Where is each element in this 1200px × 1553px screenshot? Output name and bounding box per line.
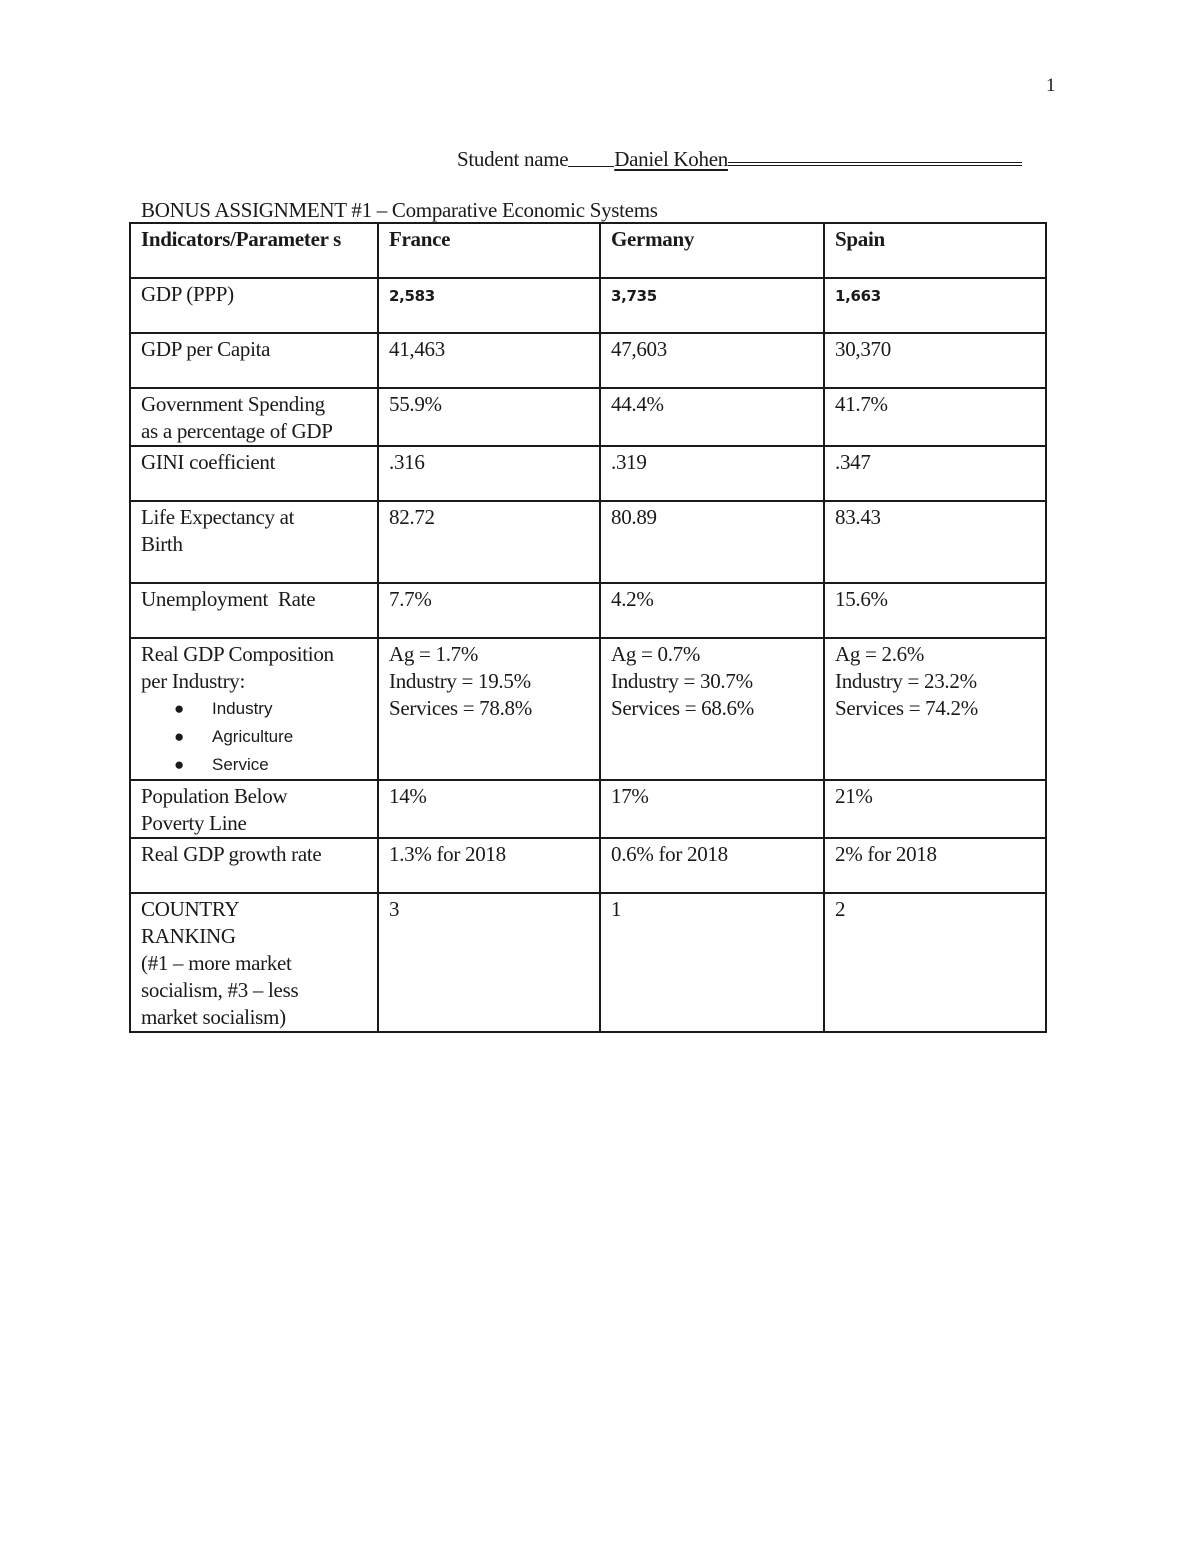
- cell-france-composition: [378, 638, 600, 780]
- cell-france-ranking: 3: [378, 893, 600, 1032]
- ranking-label-line1: COUNTRY: [141, 897, 240, 921]
- row-label-ranking: [130, 893, 378, 1032]
- bullet-icon: ●: [174, 727, 185, 746]
- table-row: [130, 388, 1046, 446]
- france-ag: Ag = 1.7%: [389, 642, 479, 666]
- row-label-poverty: [130, 780, 378, 838]
- spain-industry: Industry = 23.2%: [835, 669, 977, 693]
- header-germany: Germany: [600, 223, 824, 278]
- poverty-label-line2: Poverty Line: [141, 811, 247, 835]
- table-row: [130, 501, 1046, 583]
- row-label-gdp-ppp: GDP (PPP): [130, 278, 378, 333]
- ranking-label-line3: (#1 – more market: [141, 951, 292, 975]
- composition-label-line1: Real GDP Composition: [141, 642, 334, 666]
- gdp-ppp-france-value: 2,583: [389, 287, 435, 305]
- cell-france-growth: 1.3% for 2018: [378, 838, 600, 893]
- ranking-label-line2: RANKING: [141, 924, 236, 948]
- cell-germany-unemployment: 4.2%: [600, 583, 824, 638]
- gdp-ppp-germany-value: 3,735: [611, 287, 657, 305]
- list-item: [174, 723, 367, 751]
- cell-france-life-expectancy: 82.72: [378, 501, 600, 583]
- table-row: [130, 583, 1046, 638]
- page-number: 1: [1046, 75, 1056, 96]
- cell-germany-gdp-per-capita: 47,603: [600, 333, 824, 388]
- student-name-blank-long: [728, 144, 1022, 166]
- gov-spending-label-line1: Government Spending: [141, 392, 325, 416]
- life-expectancy-label-line1: Life Expectancy at: [141, 505, 295, 529]
- cell-spain-gini: .347: [824, 446, 1046, 501]
- table-row: [130, 638, 1046, 780]
- spain-ag: Ag = 2.6%: [835, 642, 925, 666]
- france-industry: Industry = 19.5%: [389, 669, 531, 693]
- life-expectancy-label-line2: Birth: [141, 532, 183, 556]
- row-label-gini: GINI coefficient: [130, 446, 378, 501]
- assignment-title: BONUS ASSIGNMENT #1 – Comparative Economic Systems: [141, 198, 658, 222]
- cell-spain-life-expectancy: 83.43: [824, 501, 1046, 583]
- table-row: [130, 278, 1046, 333]
- cell-spain-gdp-ppp: [824, 278, 1046, 333]
- cell-germany-life-expectancy: 80.89: [600, 501, 824, 583]
- poverty-label-line1: Population Below: [141, 784, 288, 808]
- germany-industry: Industry = 30.7%: [611, 669, 753, 693]
- cell-france-gov-spending: 55.9%: [378, 388, 600, 446]
- table-row: [130, 446, 1046, 501]
- cell-germany-ranking: 1: [600, 893, 824, 1032]
- student-name-label: Student name: [457, 147, 569, 171]
- germany-ag: Ag = 0.7%: [611, 642, 701, 666]
- cell-germany-gini: .319: [600, 446, 824, 501]
- table-header-row: [130, 223, 1046, 278]
- cell-germany-growth: 0.6% for 2018: [600, 838, 824, 893]
- cell-france-poverty: 14%: [378, 780, 600, 838]
- cell-germany-composition: [600, 638, 824, 780]
- cell-france-gini: .316: [378, 446, 600, 501]
- gdp-ppp-spain-value: 1,663: [835, 287, 881, 305]
- spain-services: Services = 74.2%: [835, 696, 978, 720]
- student-name-value: Daniel Kohen: [614, 147, 728, 171]
- cell-france-gdp-ppp: [378, 278, 600, 333]
- indicators-table: [129, 222, 1047, 1033]
- bullet-label-agriculture: Agriculture: [212, 727, 294, 746]
- cell-spain-gdp-per-capita: 30,370: [824, 333, 1046, 388]
- cell-germany-poverty: 17%: [600, 780, 824, 838]
- gov-spending-label-line2: as a percentage of GDP: [141, 419, 333, 443]
- cell-france-gdp-per-capita: 41,463: [378, 333, 600, 388]
- table-row: [130, 333, 1046, 388]
- composition-bullet-list: [141, 695, 367, 779]
- cell-spain-gov-spending: 41.7%: [824, 388, 1046, 446]
- germany-services: Services = 68.6%: [611, 696, 754, 720]
- row-label-gdp-per-capita: GDP per Capita: [130, 333, 378, 388]
- list-item: [174, 695, 367, 723]
- list-item: [174, 751, 367, 779]
- cell-spain-growth: 2% for 2018: [824, 838, 1046, 893]
- row-label-life-expectancy: [130, 501, 378, 583]
- student-name-line: [457, 144, 1022, 172]
- bullet-icon: ●: [174, 699, 185, 718]
- bullet-label-service: Service: [212, 755, 269, 774]
- cell-spain-unemployment: 15.6%: [824, 583, 1046, 638]
- bullet-icon: ●: [174, 755, 185, 774]
- row-label-unemployment: Unemployment Rate: [130, 583, 378, 638]
- cell-france-unemployment: 7.7%: [378, 583, 600, 638]
- cell-spain-poverty: 21%: [824, 780, 1046, 838]
- ranking-label-line4: socialism, #3 – less: [141, 978, 299, 1002]
- france-services: Services = 78.8%: [389, 696, 532, 720]
- header-spain: Spain: [824, 223, 1046, 278]
- cell-spain-ranking: 2: [824, 893, 1046, 1032]
- row-label-growth: Real GDP growth rate: [130, 838, 378, 893]
- table-row: [130, 838, 1046, 893]
- student-name-blank-short: [568, 166, 614, 167]
- table-row: [130, 780, 1046, 838]
- row-label-composition: [130, 638, 378, 780]
- bullet-label-industry: Industry: [212, 699, 273, 718]
- ranking-label-line5: market socialism): [141, 1005, 286, 1029]
- row-label-gov-spending: [130, 388, 378, 446]
- composition-label-line2: per Industry:: [141, 669, 245, 693]
- header-indicators: Indicators/Parameter s: [130, 223, 378, 278]
- table-row: [130, 893, 1046, 1032]
- header-france: France: [378, 223, 600, 278]
- cell-germany-gdp-ppp: [600, 278, 824, 333]
- cell-germany-gov-spending: 44.4%: [600, 388, 824, 446]
- cell-spain-composition: [824, 638, 1046, 780]
